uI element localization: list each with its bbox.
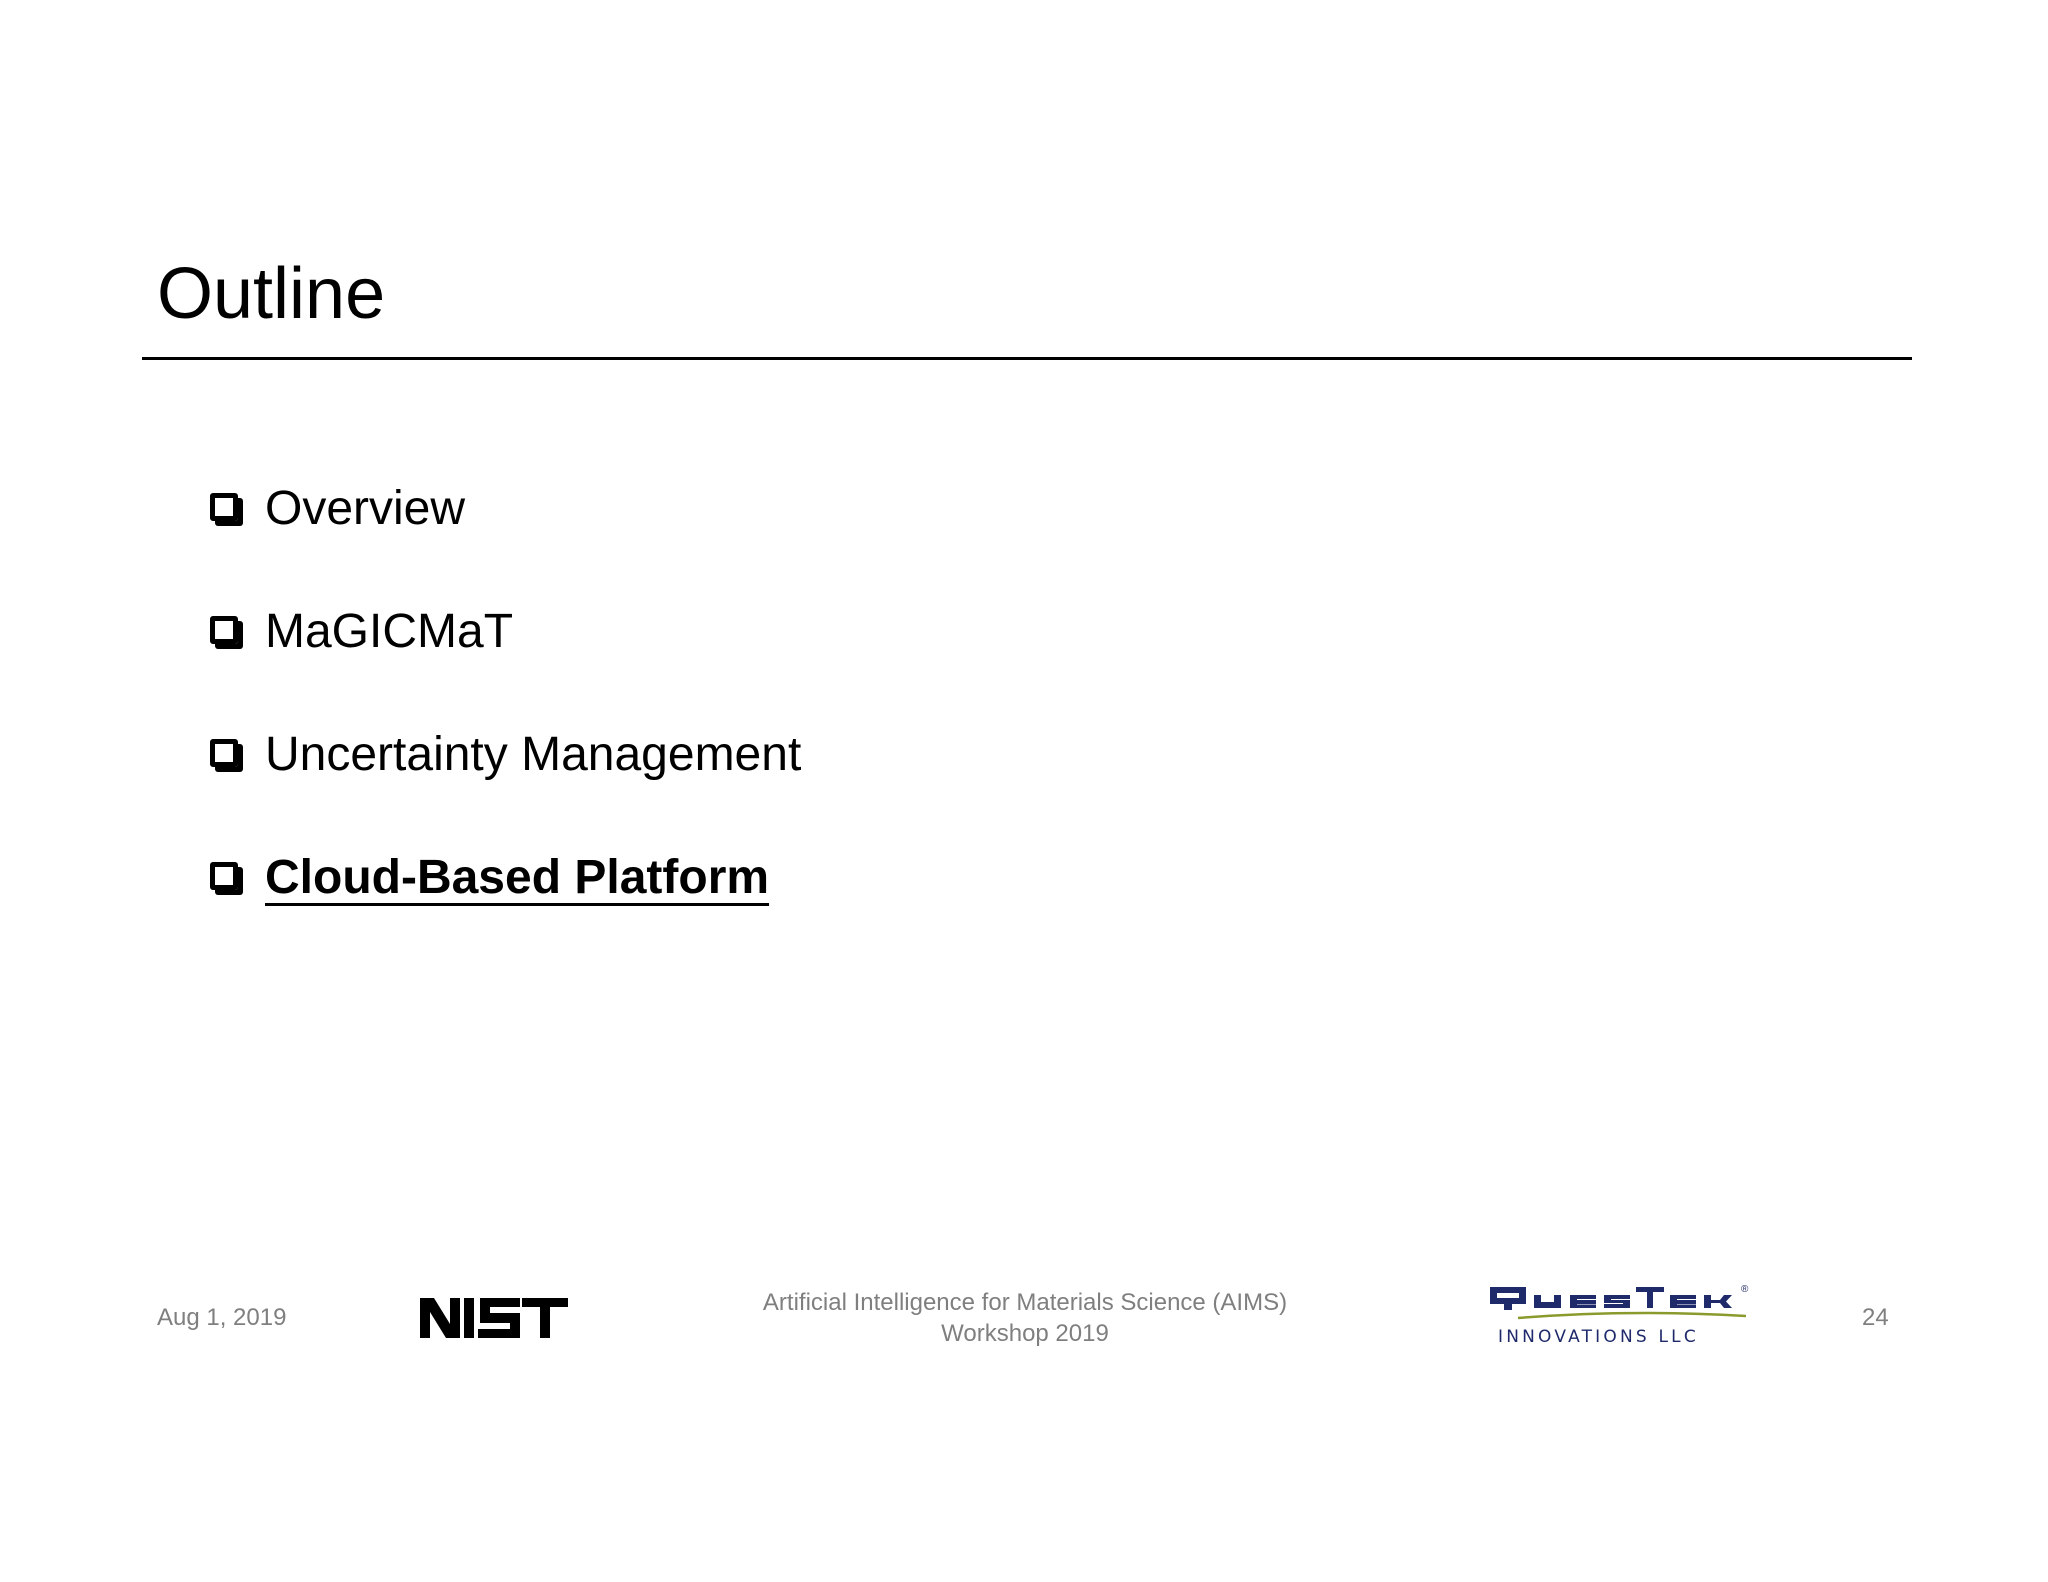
- questek-subtext: INNOVATIONS LLC: [1498, 1327, 1699, 1347]
- outline-item-label-current: Cloud-Based Platform: [265, 851, 770, 904]
- checkbox-icon: [210, 493, 238, 521]
- questek-wordmark: [1488, 1284, 1748, 1320]
- checkbox-icon: [210, 862, 238, 890]
- checkbox-icon: [210, 616, 238, 644]
- outline-item-label: MaGICMaT: [265, 605, 514, 658]
- footer-event-line2: Workshop 2019: [941, 1320, 1109, 1347]
- registered-mark: ®: [1741, 1284, 1749, 1295]
- footer-event: [700, 1287, 1350, 1349]
- outline-item-label: Uncertainty Management: [265, 728, 802, 781]
- footer-date: Aug 1, 2019: [157, 1304, 287, 1331]
- page-number: 24: [1862, 1304, 1889, 1331]
- checkbox-icon: [210, 739, 238, 767]
- outline-item-label: Overview: [265, 482, 466, 535]
- questek-logo: [1488, 1284, 1772, 1350]
- nist-logo: [418, 1296, 570, 1340]
- footer-event-line1: Artificial Intelligence for Materials Science (AIMS): [762, 1289, 1288, 1316]
- slide-title: Outline: [157, 254, 386, 334]
- title-divider: [142, 357, 1912, 360]
